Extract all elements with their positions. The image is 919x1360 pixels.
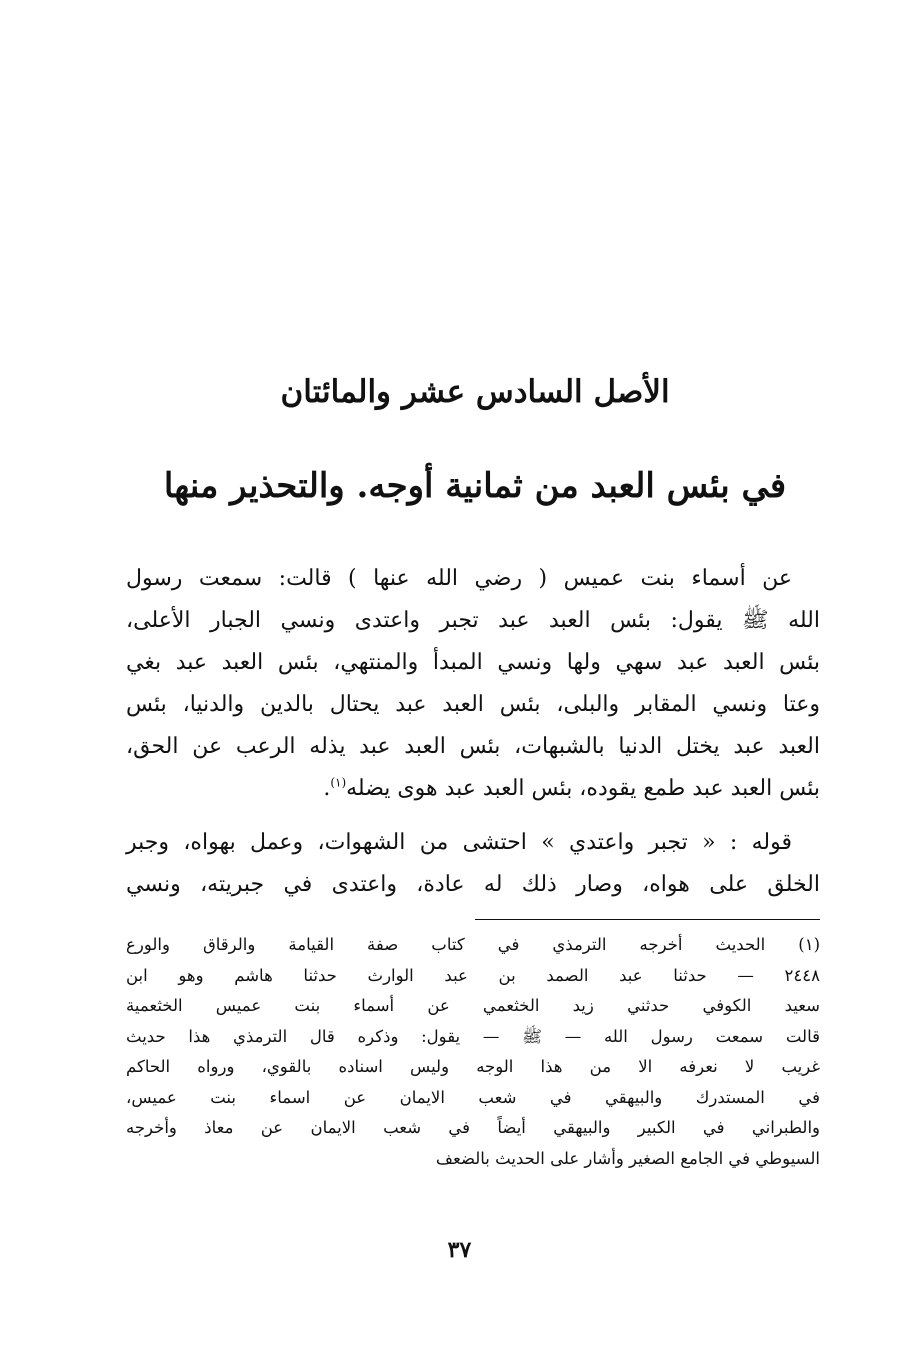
chapter-subtitle: في بئس العبد من ثمانية أوجه. والتحذير منها (163, 466, 787, 506)
end-punctuation: . (323, 776, 331, 801)
chapter-title: الأصل السادس عشر والمائتان (280, 374, 670, 410)
text-line: بئس العبد عبد سهي ولها ونسي المبدأ والمنتهي، بئس العبد عبد بغي (126, 650, 820, 675)
text-line: العبد عبد يختل الدنيا بالشبهات، بئس العبد عبد يذله الرعب عن الحق، (126, 734, 820, 759)
text-line: عن أسماء بنت عميس ( رضي الله عنها ) قالت: سمعت رسول (126, 566, 792, 591)
text-line: وعتا ونسي المقابر والبلى، بئس العبد عبد يحتال بالدين والدنيا، بئس (126, 692, 820, 717)
text-line: الخلق على هواه، وصار ذلك له عادة، واعتدى في جبريته، ونسي (126, 872, 820, 897)
page-number: ٣٧ (447, 1237, 472, 1263)
commentary-paragraph (126, 822, 820, 906)
hadith-paragraph (126, 558, 820, 810)
footnote-line: والطبراني في الكبير والبيهقي أيضاً في شعب الايمان عن معاذ وأخرجه (126, 1118, 820, 1137)
footnote-line: غريب لا نعرفه الا من هذا الوجه وليس اسناده بالقوي، ورواه الحاكم (126, 1057, 820, 1076)
text-line-content: بئس العبد عبد طمع يقوده، بئس العبد عبد هوى يضله (346, 776, 820, 801)
footnote-reference: (١) (330, 775, 347, 790)
text-line: قوله : « تجبر واعتدي » احتشى من الشهوات، وعمل بهواه، وجبر (126, 830, 792, 855)
footnote-block (126, 930, 820, 1174)
text-line: الله ﷺ يقول: بئس العبد عبد تجبر واعتدى ونسي الجبار الأعلى، (126, 608, 820, 633)
text-line-last (126, 768, 820, 810)
footnote-line: سعيد الكوفي حدثني زيد الخثعمي عن أسماء بنت عميس الخثعمية (126, 996, 820, 1015)
footnote-line: السيوطي في الجامع الصغير وأشار على الحديث بالضعف (435, 1148, 820, 1168)
footnote-divider (475, 919, 820, 920)
footnote-line: ٢٤٤٨ — حدثنا عبد الصمد بن عبد الوارث حدثنا هاشم وهو ابن (126, 965, 820, 985)
footnote-line: قالت سمعت رسول الله — ﷺ — يقول: وذكره قال الترمذي هذا حديث (126, 1026, 820, 1046)
footnote-line: في المستدرك والبيهقي في شعب الايمان عن اسماء بنت عميس، (126, 1087, 820, 1107)
footnote-line: (١) الحديث أخرجه الترمذي في كتاب صفة القيامة والرقاق والورع (126, 935, 820, 954)
